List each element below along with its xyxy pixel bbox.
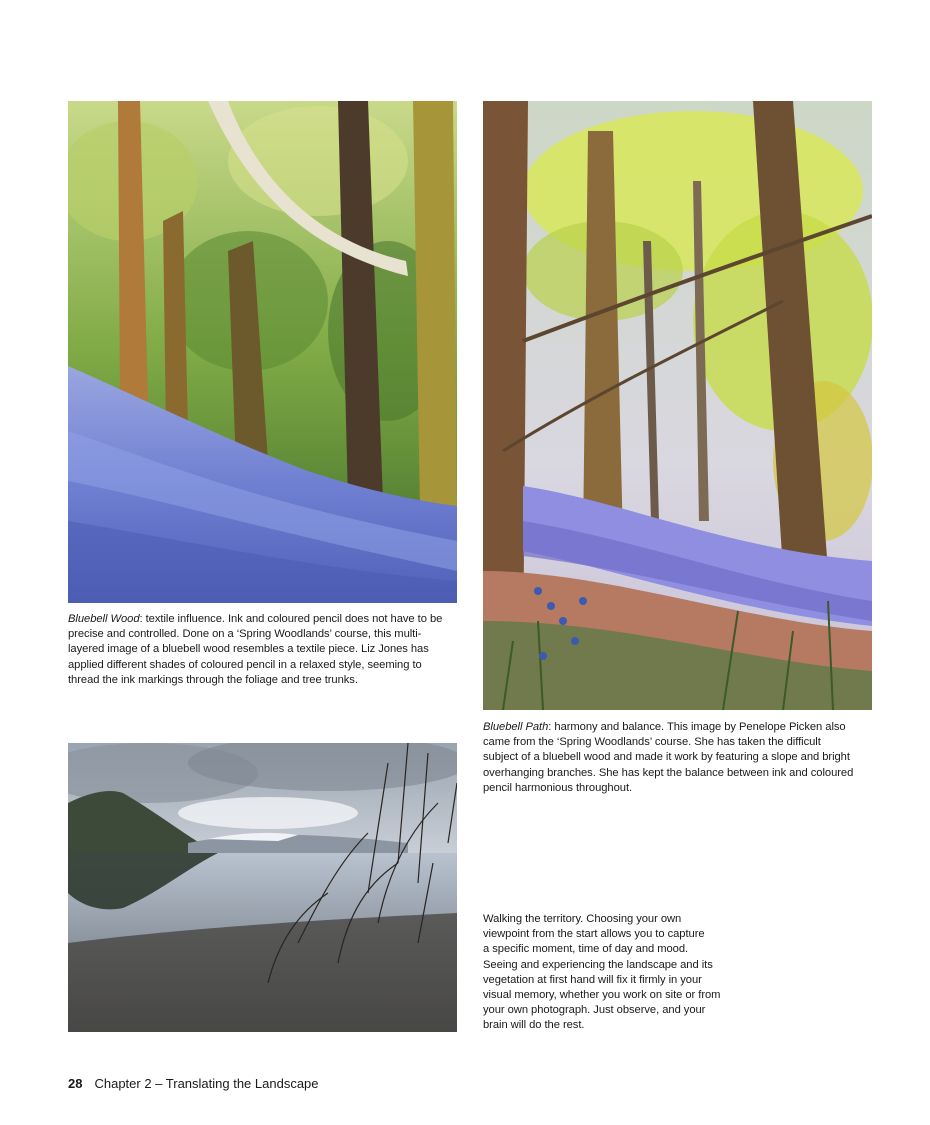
bluebell-path-caption	[483, 720, 883, 796]
caption-line: applied different shades of coloured pencil in a relaxed style, seeming to	[68, 658, 422, 671]
caption-line: overhanging branches. She has kept the balance between ink and coloured	[483, 766, 854, 779]
caption-line: thread the ink markings through the foliage and tree trunks.	[68, 673, 358, 686]
bluebell-path-painting-icon	[483, 101, 872, 710]
bluebell-wood-caption	[68, 612, 460, 688]
caption-line: : textile influence. Ink and coloured pencil does not have to be	[139, 613, 443, 625]
caption-line: subject of a bluebell wood and made it work by featuring a slope and bright	[483, 751, 850, 764]
caption-line: vegetation at first hand will fix it firmly in your	[483, 973, 702, 986]
page-number: 28	[68, 1076, 83, 1091]
caption-line: : harmony and balance. This image by Penelope Picken also	[548, 721, 846, 733]
caption-title: Bluebell Wood	[68, 613, 140, 625]
caption-line: precise and controlled. Done on a ‘Spring Woodlands’ course, this multi-	[68, 628, 422, 641]
caption-line: pencil harmonious throughout.	[483, 781, 633, 794]
caption-line: came from the ‘Spring Woodlands’ course. She has taken the difficult	[483, 736, 821, 749]
caption-line: Seeing and experiencing the landscape and its	[483, 958, 713, 971]
caption-title: Bluebell Path	[483, 721, 549, 733]
walking-territory-caption	[483, 912, 743, 1034]
caption-line: layered image of a bluebell wood resembles a textile piece. Liz Jones has	[68, 643, 429, 656]
caption-line: a specific moment, time of day and mood.	[483, 943, 689, 956]
page-footer	[68, 1076, 319, 1091]
caption-line: brain will do the rest.	[483, 1019, 585, 1032]
caption-line: visual memory, whether you work on site or from	[483, 989, 721, 1002]
caption-line: Walking the territory. Choosing your own	[483, 913, 682, 925]
caption-line: your own photograph. Just observe, and your	[483, 1004, 706, 1017]
lake-landscape-photo-icon	[68, 743, 457, 1032]
bluebell-wood-painting-icon	[68, 101, 457, 603]
caption-line: viewpoint from the start allows you to capture	[483, 928, 705, 941]
chapter-title: Chapter 2 – Translating the Landscape	[94, 1076, 319, 1091]
